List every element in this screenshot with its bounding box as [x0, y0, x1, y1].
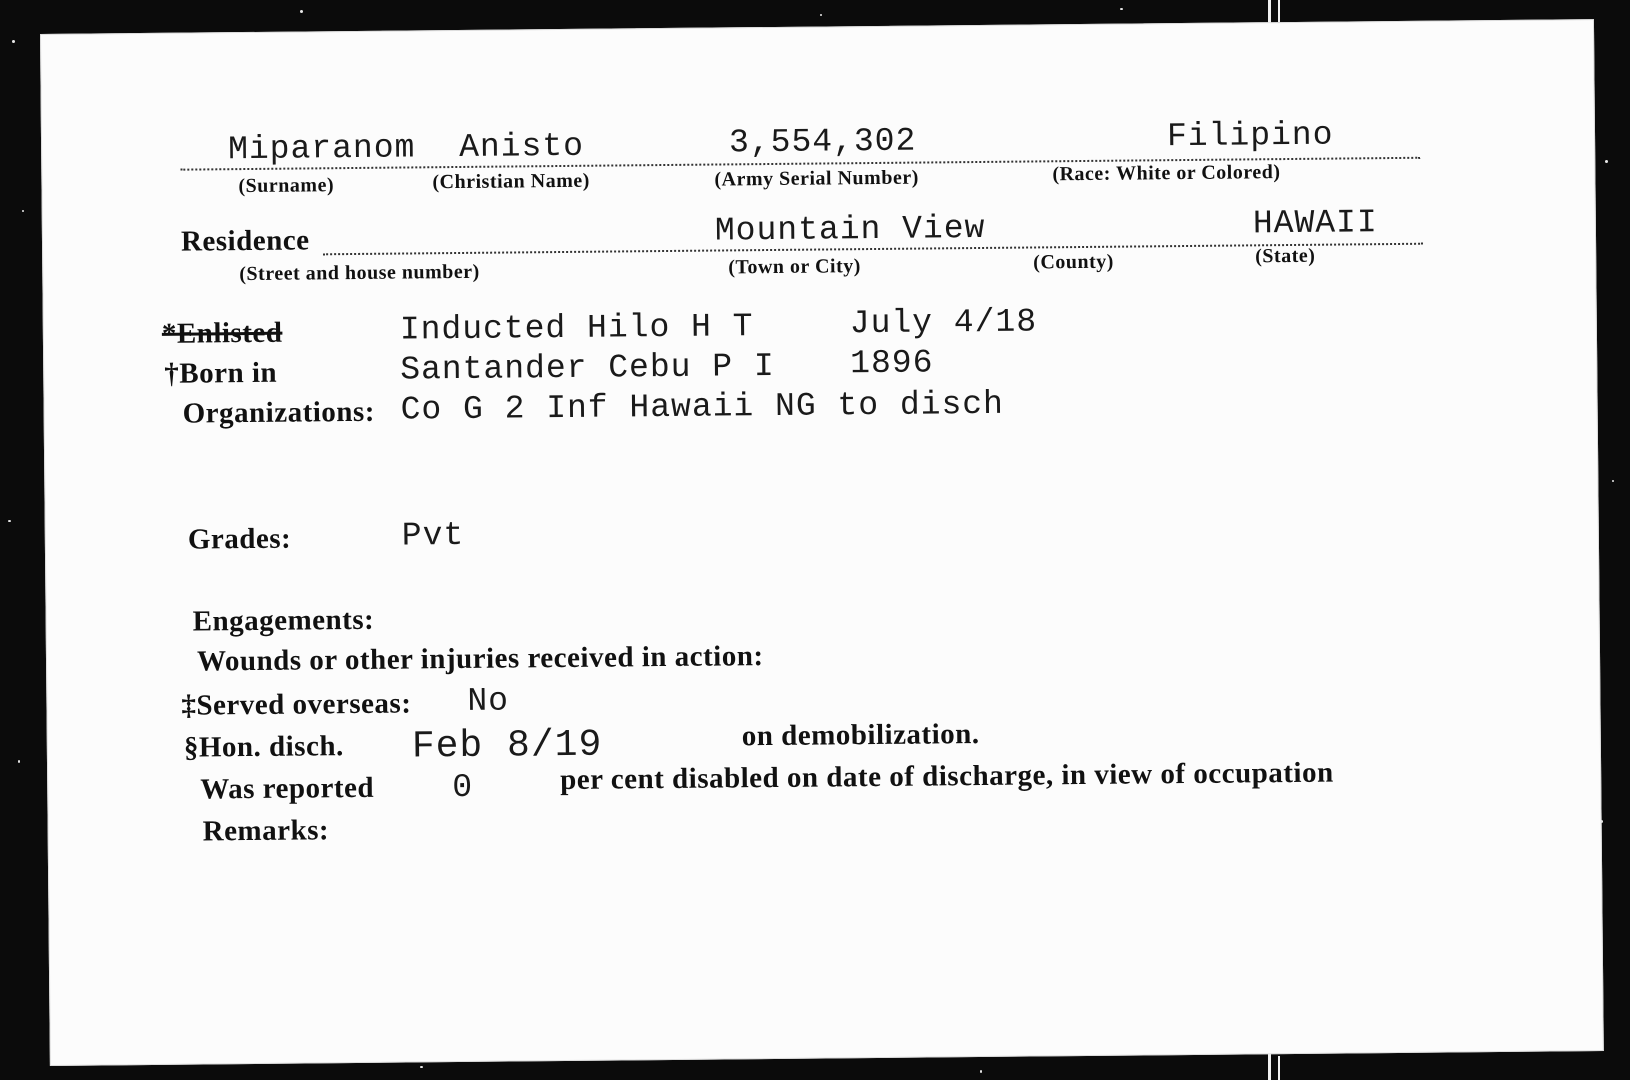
was-reported-label: Was reported: [200, 771, 375, 806]
remarks-label: Remarks:: [202, 814, 330, 848]
wounds-label: Wounds or other injuries received in action:: [196, 640, 764, 678]
serial-number-caption: (Army Serial Number): [714, 166, 919, 191]
race-caption: (Race: White or Colored): [1052, 161, 1281, 186]
surname-value: Miparanom: [227, 129, 416, 169]
surname-caption: (Surname): [238, 174, 335, 198]
served-overseas-label: ‡Served overseas:: [181, 687, 412, 722]
organizations-value: Co G 2 Inf Hawaii NG to disch: [400, 385, 1005, 429]
served-overseas-value: No: [467, 682, 510, 720]
born-value: Santander Cebu P I: [400, 347, 775, 389]
grades-label: Grades:: [187, 522, 292, 556]
residence-label: Residence: [180, 224, 310, 258]
grades-value: Pvt: [401, 516, 465, 555]
organizations-label: Organizations:: [182, 395, 376, 430]
state-value: HAWAII: [1252, 204, 1378, 243]
born-label: †Born in: [164, 356, 278, 390]
serial-number-value: 3,554,302: [728, 122, 917, 162]
disability-percent-value: 0: [452, 768, 474, 807]
engagements-label: Engagements:: [192, 603, 375, 638]
christian-name-value: Anisto: [458, 127, 585, 166]
town-caption: (Town or City): [728, 255, 861, 279]
town-value: Mountain View: [714, 209, 986, 250]
disability-statement: per cent disabled on date of discharge, in view of occupation: [560, 756, 1334, 797]
state-caption: (State): [1255, 244, 1316, 268]
enlisted-label: *Enlisted: [161, 316, 283, 350]
race-value: Filipino: [1166, 116, 1334, 156]
hon-disch-label: §Hon. disch.: [183, 730, 344, 764]
hon-disch-suffix: on demobilization.: [741, 718, 980, 753]
born-year: 1896: [850, 344, 934, 383]
enlisted-value: Inducted Hilo H T: [399, 308, 754, 349]
enlisted-date: July 4/18: [849, 303, 1038, 343]
street-caption: (Street and house number): [239, 260, 480, 286]
christian-name-caption: (Christian Name): [432, 169, 590, 194]
county-caption: (County): [1033, 250, 1115, 274]
service-record-card: [40, 19, 1604, 1066]
hon-disch-value: Feb 8/19: [411, 723, 603, 769]
